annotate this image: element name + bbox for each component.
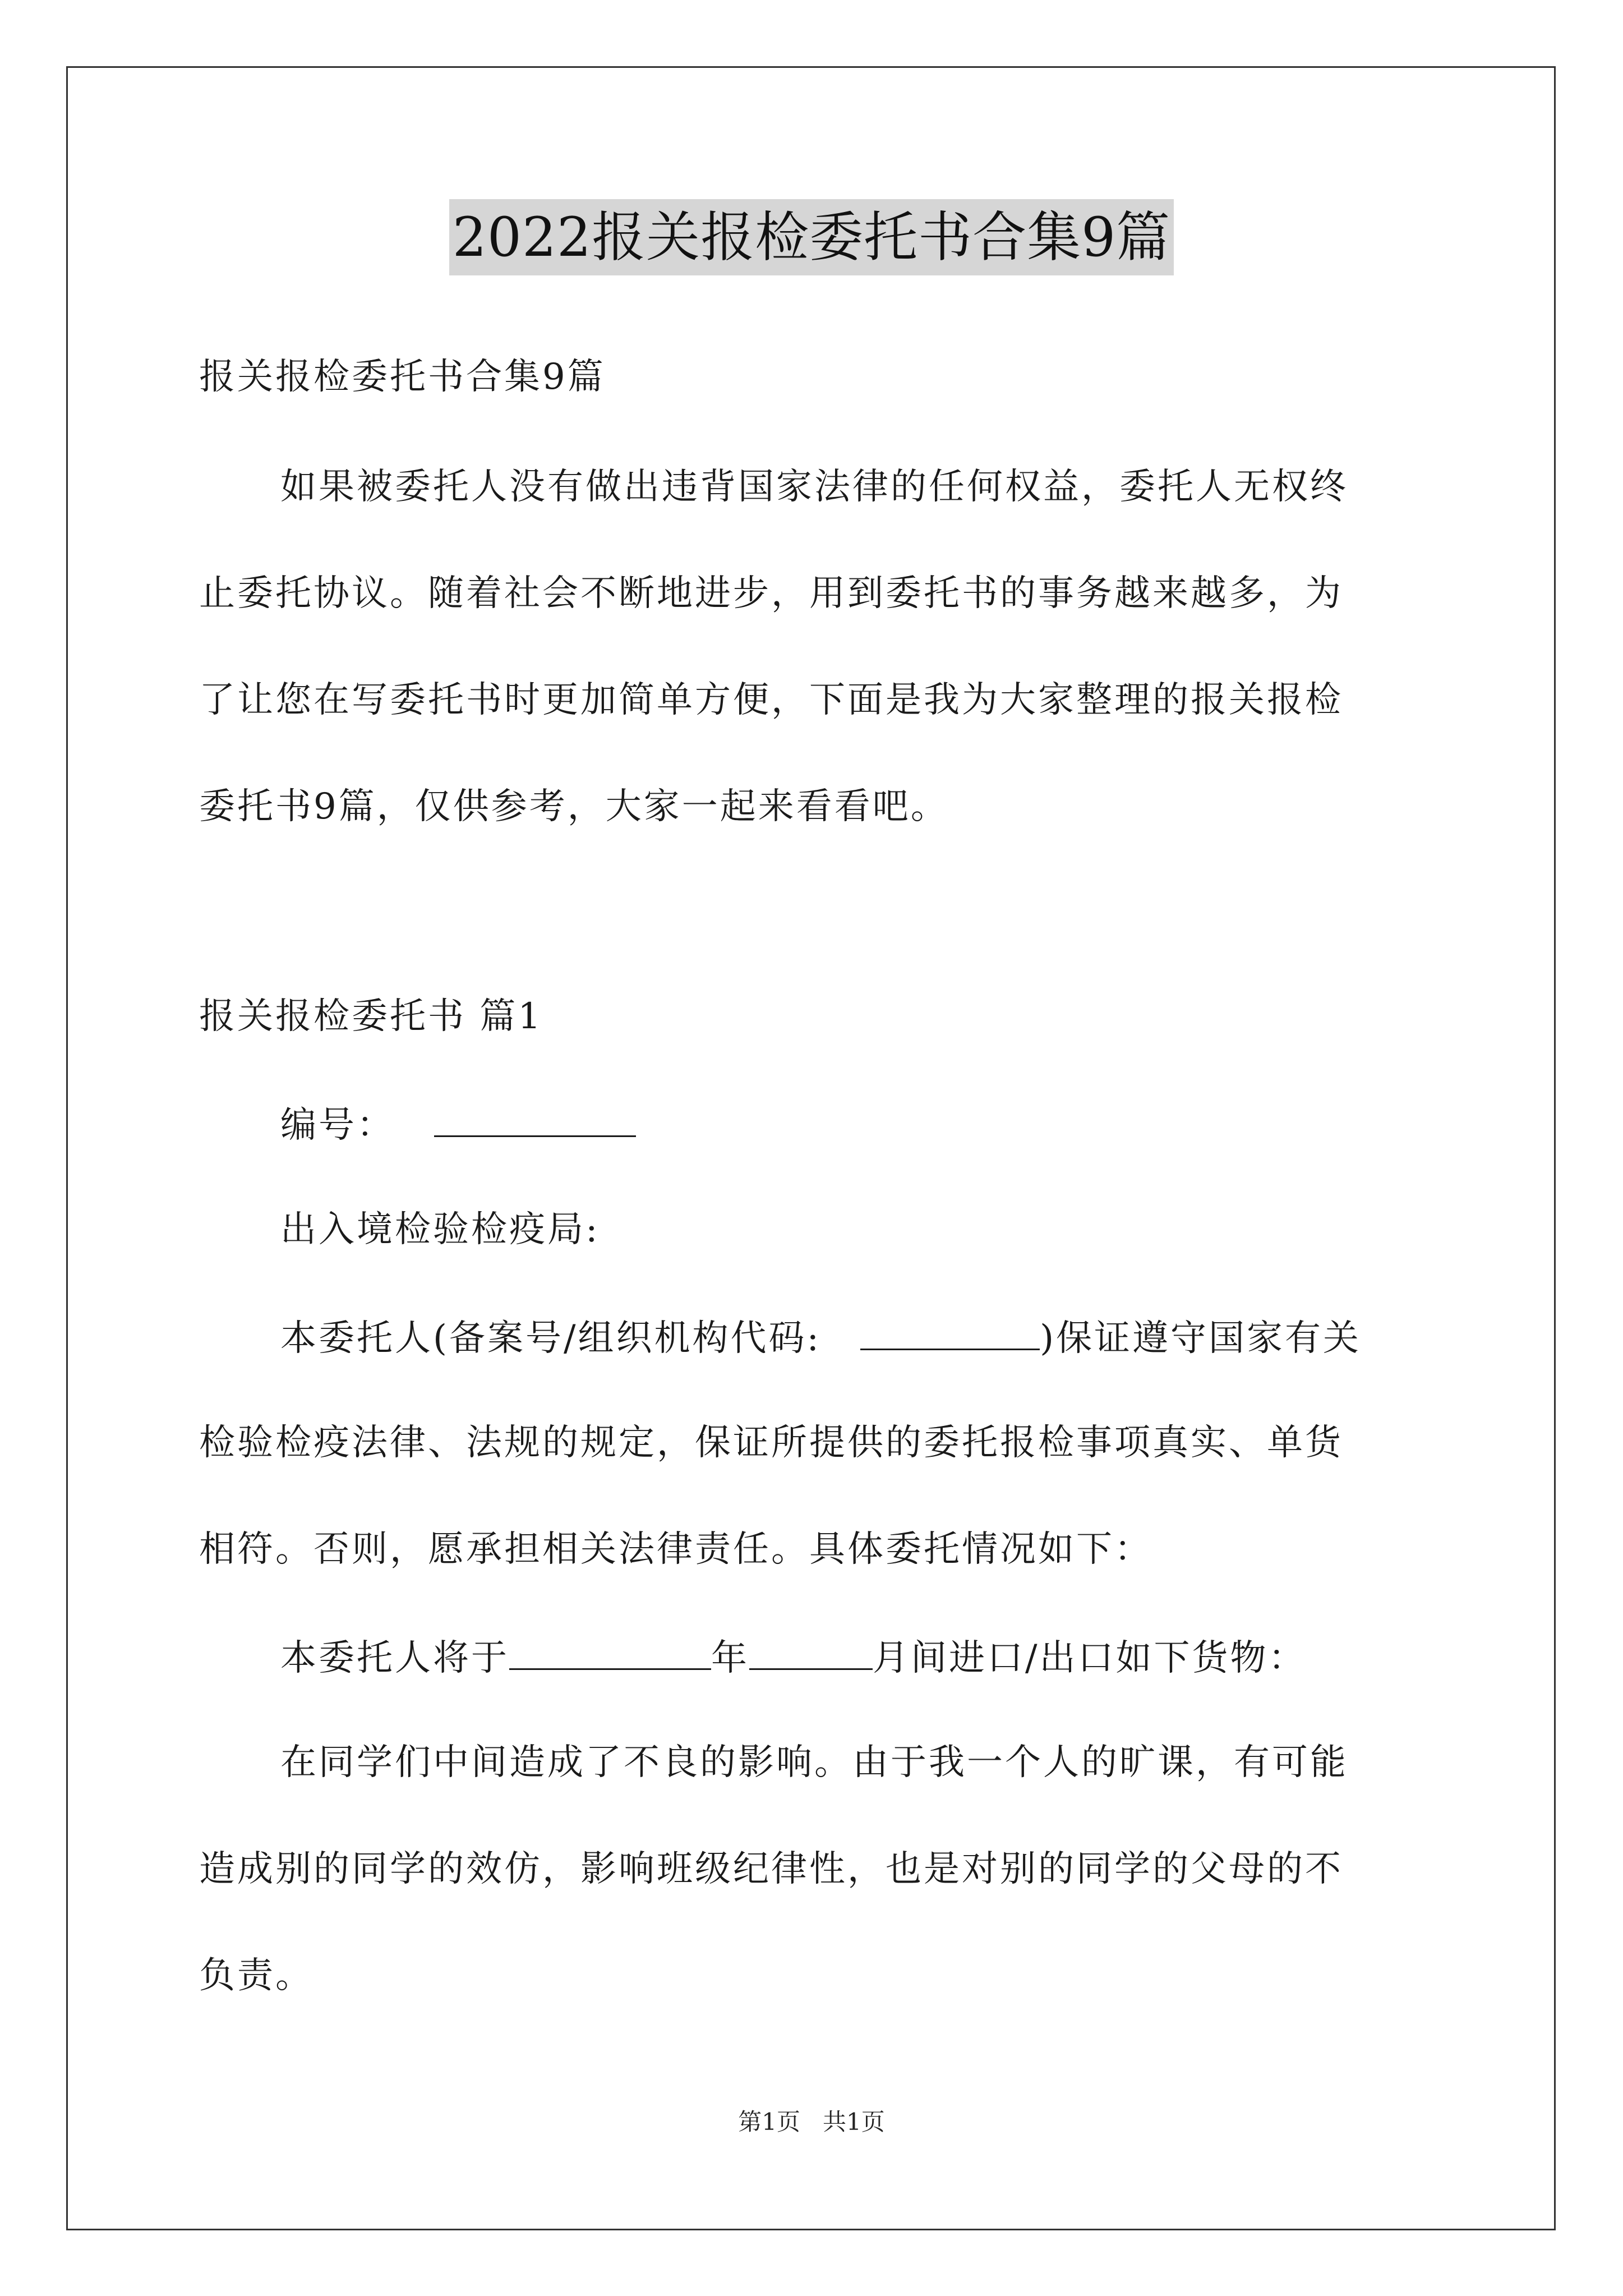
body-line-4-year: 年 bbox=[711, 1637, 749, 1679]
section-heading: 报关报检委托书 篇1 bbox=[199, 996, 543, 1037]
intro-line-4: 委托书9篇，仅供参考，大家一起来看看吧。 bbox=[199, 786, 949, 827]
body-line-4-prefix: 本委托人将于 bbox=[280, 1637, 509, 1679]
body-line-6: 造成别的同学的效仿，影响班级纪律性，也是对别的同学的父母的不 bbox=[199, 1848, 1343, 1890]
footer-total-pages: 共1页 bbox=[823, 2108, 885, 2136]
intro-line-1: 如果被委托人没有做出违背国家法律的任何权益，委托人无权终 bbox=[280, 466, 1348, 508]
number-label: 编号： bbox=[280, 1105, 395, 1146]
document-title: 2022报关报检委托书合集9篇 bbox=[449, 199, 1174, 275]
body-line-5: 在同学们中间造成了不良的影响。由于我一个人的旷课，有可能 bbox=[280, 1742, 1348, 1783]
intro-line-3: 了让您在写委托书时更加简单方便，下面是我为大家整理的报关报检 bbox=[199, 679, 1343, 721]
body-line-7: 负责。 bbox=[199, 1955, 313, 1996]
intro-line-2: 止委托协议。随着社会不断地进步，用到委托书的事务越来越多，为 bbox=[199, 573, 1343, 614]
addressee: 出入境检验检疫局: bbox=[280, 1209, 600, 1250]
document-subtitle: 报关报检委托书合集9篇 bbox=[199, 356, 606, 398]
body-line-1-prefix: 本委托人(备案号/组织机构代码: bbox=[280, 1318, 822, 1359]
footer-page-number: 第1页 bbox=[738, 2108, 800, 2136]
code-blank bbox=[860, 1314, 1040, 1350]
number-blank bbox=[434, 1101, 636, 1137]
body-line-4-suffix: 月间进口/出口如下货物： bbox=[873, 1637, 1307, 1679]
title-container bbox=[0, 199, 1623, 275]
body-line-3: 相符。否则，愿承担相关法律责任。具体委托情况如下： bbox=[199, 1529, 1152, 1570]
body-line-1-suffix: )保证遵守国家有关 bbox=[1040, 1318, 1362, 1359]
body-line-1 bbox=[280, 1314, 1361, 1361]
number-row bbox=[280, 1101, 636, 1148]
month-blank bbox=[749, 1634, 873, 1670]
page-footer bbox=[0, 2106, 1623, 2138]
body-line-4 bbox=[280, 1634, 1307, 1681]
year-blank bbox=[509, 1634, 711, 1670]
body-line-2: 检验检疫法律、法规的规定，保证所提供的委托报检事项真实、单货 bbox=[199, 1422, 1343, 1464]
